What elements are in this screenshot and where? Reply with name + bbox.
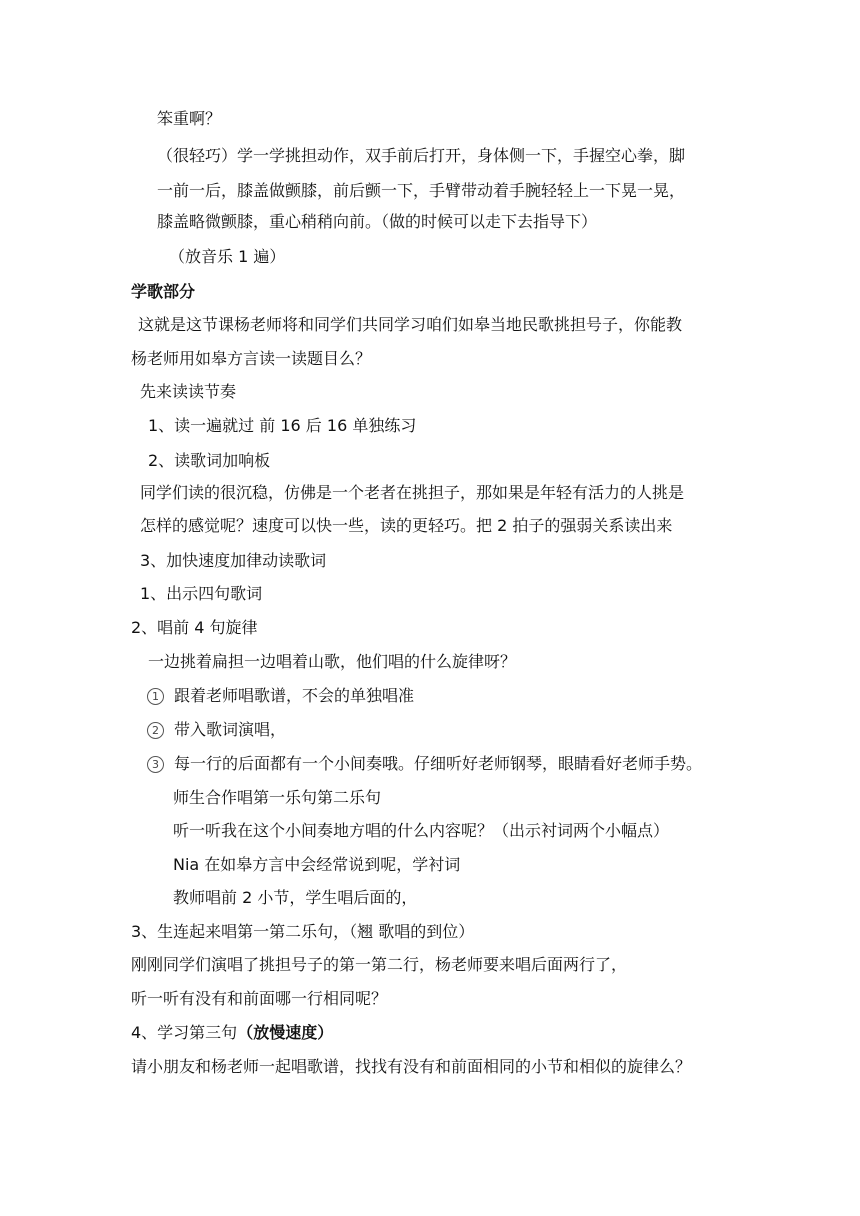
list-item: 2、读歌词加响板: [148, 451, 271, 470]
text-line: 笨重啊？: [157, 109, 222, 128]
numbered-step: [147, 719, 286, 741]
list-item: [131, 1022, 333, 1044]
text-line: 教师唱前 2 小节，学生唱后面的，: [173, 888, 418, 907]
text-line: 膝盖略微颤膝，重心稍稍向前。（做的时候可以走下去指导下）: [157, 212, 598, 231]
step-text: 带入歌词演唱，: [174, 720, 287, 739]
text-line: 请小朋友和杨老师一起唱歌谱，找找有没有和前面相同的小节和相似的旋律么？: [131, 1057, 692, 1076]
text-line: 同学们读的很沉稳，仿佛是一个老者在挑担子，那如果是年轻有活力的人挑是: [140, 483, 685, 502]
text-line: 怎样的感觉呢？速度可以快一些，读的更轻巧。把 2 拍子的强弱关系读出来: [140, 516, 673, 535]
text-line: 刚刚同学们演唱了挑担号子的第一第二行，杨老师要来唱后面两行了，: [131, 955, 628, 974]
text-line: 这就是这节课杨老师将和同学们共同学习咱们如皋当地民歌挑担号子，你能教: [138, 315, 683, 334]
text-line: 杨老师用如皋方言读一读题目么？: [131, 349, 372, 368]
text-line: 听一听我在这个小间奏地方唱的什么内容呢？（出示衬词两个小幅点）: [173, 821, 670, 840]
circled-number-3: 3: [147, 756, 164, 773]
step-title: 4、学习第三句: [131, 1023, 238, 1042]
section-heading: 学歌部分: [131, 282, 196, 301]
emphasis-text: （放慢速度）: [237, 1023, 334, 1042]
numbered-step: [147, 753, 702, 775]
text-line: （很轻巧）学一学挑担动作，双手前后打开，身体侧一下，手握空心拳，脚: [157, 146, 686, 165]
text-line: 先来读读节奏: [140, 382, 237, 401]
text-line: （放音乐 1 遍）: [169, 247, 286, 266]
circled-number-1: 1: [147, 688, 164, 705]
circled-number-2: 2: [147, 722, 164, 739]
list-item: 1、读一遍就过 前 16 后 16 单独练习: [148, 416, 417, 435]
text-line: 一边挑着扁担一边唱着山歌，他们唱的什么旋律呀？: [148, 652, 517, 671]
text-line: 一前一后，膝盖做颤膝，前后颤一下，手臂带动着手腕轻轻上一下晃一晃，: [157, 181, 686, 200]
text-line: 听一听有没有和前面哪一行相同呢？: [131, 989, 388, 1008]
list-item: 3、生连起来唱第一第二乐句，（翘 歌唱的到位）: [131, 922, 475, 941]
text-line: Nia 在如皋方言中会经常说到呢，学衬词: [173, 855, 461, 874]
list-item: 2、唱前 4 句旋律: [131, 618, 258, 637]
list-item: 1、出示四句歌词: [140, 584, 263, 603]
numbered-step: [147, 685, 414, 707]
list-item: 3、加快速度加律动读歌词: [140, 551, 327, 570]
step-text: 跟着老师唱歌谱，不会的单独唱准: [174, 686, 415, 705]
text-line: 师生合作唱第一乐句第二乐句: [173, 788, 382, 807]
step-text: 每一行的后面都有一个小间奏哦。仔细听好老师钢琴，眼睛看好老师手势。: [174, 754, 703, 773]
